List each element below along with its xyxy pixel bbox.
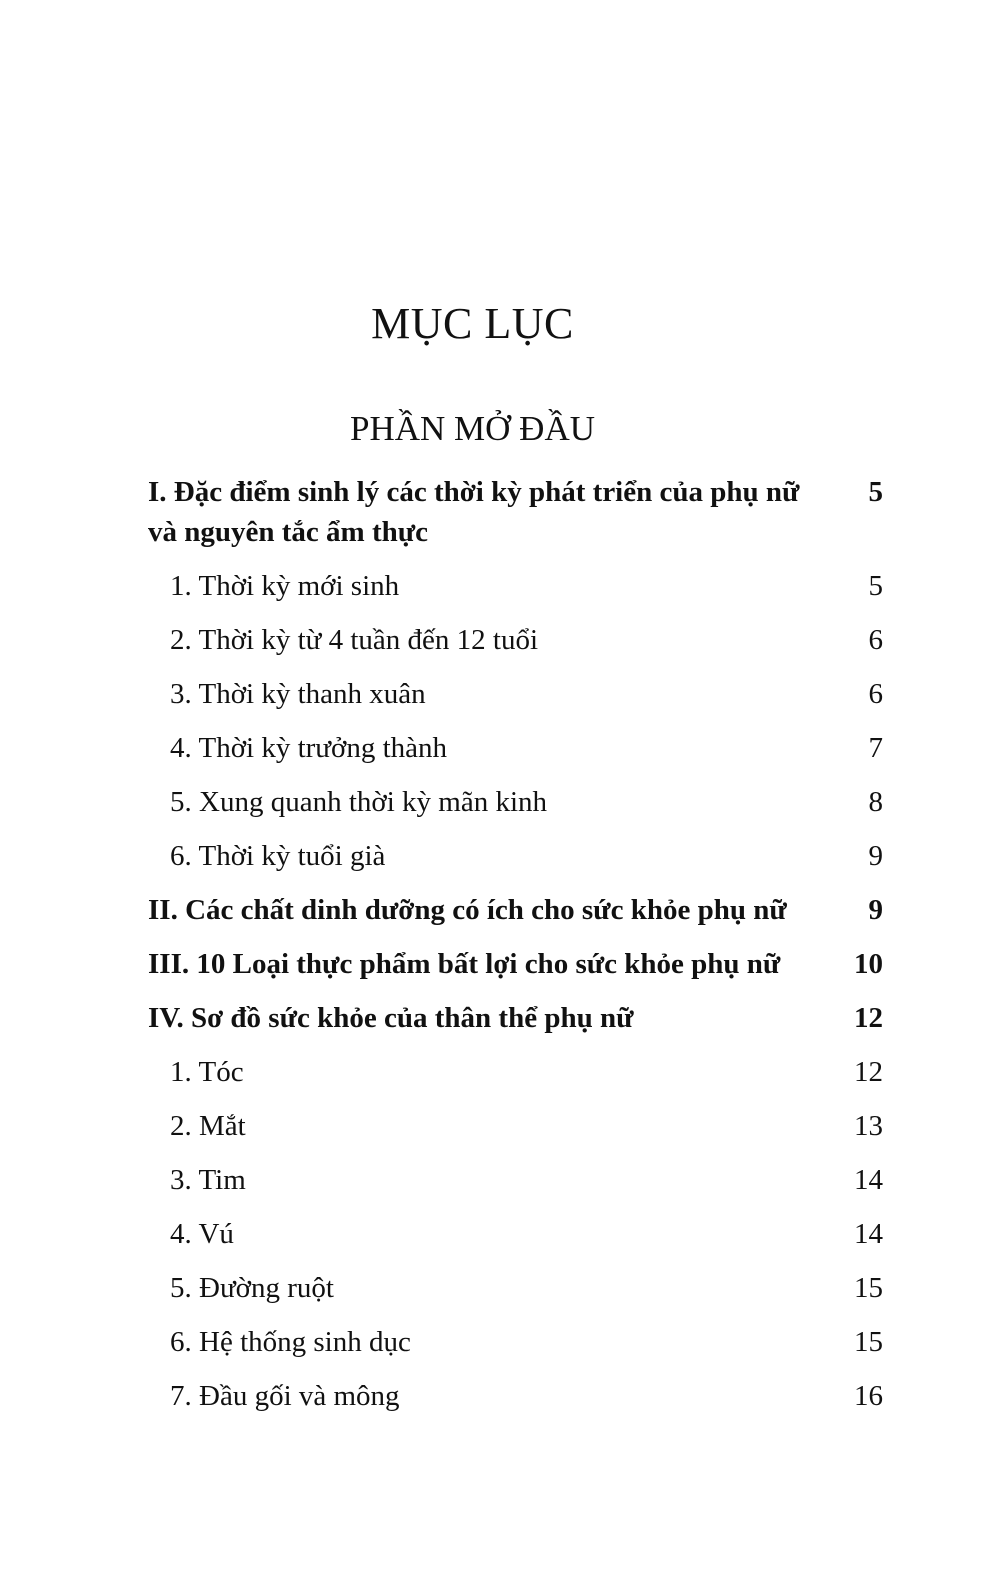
toc-entry-page: 8 (868, 786, 883, 818)
toc-entry-text: 2. Mắt (170, 1110, 246, 1142)
toc-entry-page: 6 (868, 678, 883, 710)
toc-entry-text: I. Đặc điểm sinh lý các thời kỳ phát triển của phụ nữ và nguyên tắc ẩm thực (148, 476, 800, 548)
page-title: MỤC LỤC (371, 299, 574, 348)
toc-entry (148, 472, 883, 552)
toc-entry-page: 12 (854, 1002, 883, 1034)
toc-entry-text: 4. Thời kỳ trưởng thành (170, 732, 448, 764)
toc-entry-text: 6. Thời kỳ tuổi già (170, 840, 386, 872)
toc-entry (148, 944, 883, 984)
toc-entry-text: 1. Tóc (170, 1056, 244, 1088)
toc-entry-page: 15 (854, 1326, 883, 1358)
toc-entry-page: 9 (868, 894, 883, 926)
toc-entry (148, 1322, 883, 1362)
toc-entry-text: II. Các chất dinh dưỡng có ích cho sức khỏe phụ nữ (148, 894, 787, 926)
toc-entry-page: 14 (854, 1164, 883, 1196)
toc-entry (148, 674, 883, 714)
toc-entry-text: III. 10 Loại thực phẩm bất lợi cho sức khỏe phụ nữ (148, 948, 781, 980)
toc-entry (148, 890, 883, 930)
part-title: PHẦN MỞ ĐẦU (349, 409, 596, 448)
toc-entry-text: 4. Vú (170, 1218, 234, 1250)
toc-entry-text: 1. Thời kỳ mới sinh (170, 570, 400, 602)
toc-entry-text: 6. Hệ thống sinh dục (170, 1326, 411, 1358)
toc-entry-page: 15 (854, 1272, 883, 1304)
toc-entry (148, 998, 883, 1038)
toc-entry (148, 1052, 883, 1092)
toc-entry-page: 14 (854, 1218, 883, 1250)
toc-entry (148, 1160, 883, 1200)
toc-entry-text: 2. Thời kỳ từ 4 tuần đến 12 tuổi (170, 624, 539, 656)
toc-entry-page: 10 (854, 948, 883, 980)
toc-entry (148, 836, 883, 876)
toc-entry-page: 5 (868, 476, 883, 508)
toc-entry-text: 3. Tim (170, 1164, 246, 1196)
toc-entry (148, 566, 883, 606)
toc-entry-page: 16 (854, 1380, 883, 1412)
table-of-contents (148, 472, 883, 1416)
toc-entry (148, 1268, 883, 1308)
toc-entry-text: IV. Sơ đồ sức khỏe của thân thể phụ nữ (148, 1002, 634, 1034)
toc-entry-text: 3. Thời kỳ thanh xuân (170, 678, 426, 710)
toc-entry-page: 12 (854, 1056, 883, 1088)
toc-entry-page: 6 (868, 624, 883, 656)
toc-entry (148, 1106, 883, 1146)
toc-entry-text: 7. Đầu gối và mông (170, 1380, 400, 1412)
toc-entry-page: 13 (854, 1110, 883, 1142)
toc-entry (148, 782, 883, 822)
toc-entry (148, 1214, 883, 1254)
toc-entry (148, 620, 883, 660)
toc-entry-text: 5. Đường ruột (170, 1272, 334, 1304)
toc-entry-page: 9 (868, 840, 883, 872)
toc-entry (148, 728, 883, 768)
toc-entry-page: 5 (868, 570, 883, 602)
toc-entry-page: 7 (868, 732, 883, 764)
toc-entry (148, 1376, 883, 1416)
toc-entry-text: 5. Xung quanh thời kỳ mãn kinh (170, 786, 547, 818)
